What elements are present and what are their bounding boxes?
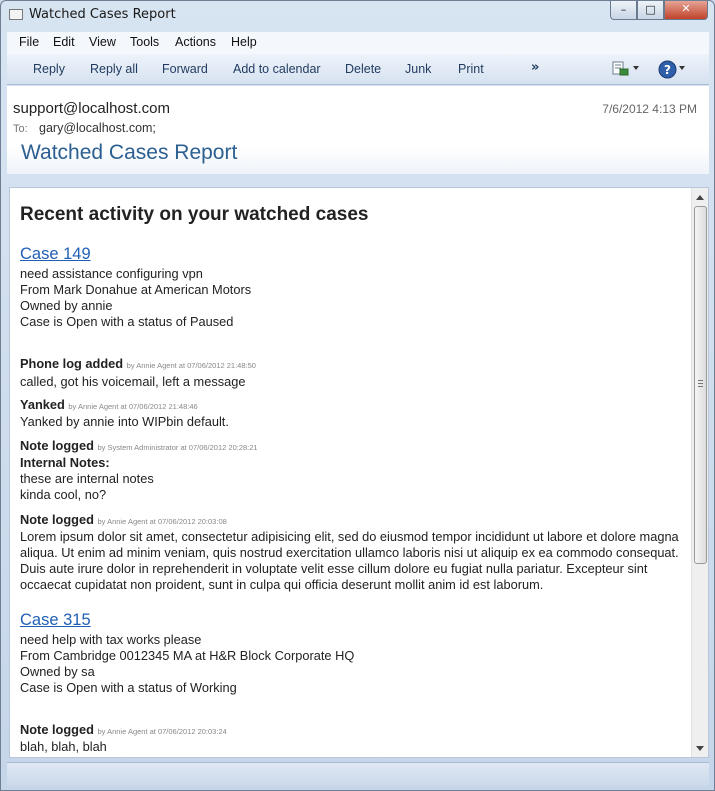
to-label: To:: [13, 123, 28, 135]
entry-text: these are internal notes: [20, 471, 154, 486]
title-bar[interactable]: [1, 1, 714, 31]
toolbar: [7, 54, 709, 85]
maximize-icon: □: [645, 3, 656, 16]
entry-title-text: Note logged: [20, 512, 94, 527]
sent-date: 7/6/2012 4:13 PM: [602, 102, 697, 116]
entry-title: [20, 722, 227, 737]
case-contact: From Mark Donahue at American Motors: [20, 282, 252, 297]
menu-edit[interactable]: Edit: [53, 35, 75, 49]
case-link[interactable]: Case 315: [20, 611, 91, 629]
case-contact: From Cambridge 0012345 MA at H&R Block Corporate HQ: [20, 648, 355, 663]
minimize-button[interactable]: [610, 1, 637, 20]
print-button[interactable]: Print: [458, 62, 484, 76]
entry-title: [20, 356, 256, 371]
entry-meta: by Annie Agent at 07/06/2012 20:03:24: [97, 727, 227, 736]
case-status: Case is Open with a status of Paused: [20, 314, 234, 329]
entry-title-text: Note logged: [20, 722, 94, 737]
case-status: Case is Open with a status of Working: [20, 680, 237, 695]
entry-title: [20, 397, 198, 412]
message-body[interactable]: [9, 187, 709, 758]
entry-subtitle: Internal Notes:: [20, 455, 110, 470]
window-title: Watched Cases Report: [29, 7, 176, 22]
forward-button[interactable]: Forward: [162, 62, 208, 76]
sender-address: support@localhost.com: [13, 100, 170, 117]
reply-all-button[interactable]: Reply all: [90, 62, 138, 76]
scrollbar-thumb[interactable]: [694, 206, 707, 564]
entry-title: [20, 512, 227, 527]
add-to-calendar-button[interactable]: Add to calendar: [233, 62, 321, 76]
entry-paragraph: Lorem ipsum dolor sit amet, consectetur adipisicing elit, sed do eiusmod tempor incididunt ut labore et dolore magna aliqua. Ut enim ad minim veniam, quis nostrud exercitation ullamco laboris nisi ut aliquip ex ea commodo consequat. Duis aute irure dolor in reprehenderit in voluptate velit esse cillum dolore eu fugiat nulla pariatur. Excepteur sint occaecat cupidatat non proident, sunt in culpa qui officia deserunt mollit anim id est laborum.: [20, 529, 679, 592]
entry-text: blah, blah, blah: [20, 739, 107, 754]
menu-tools[interactable]: Tools: [130, 35, 160, 49]
entry-meta: by Annie Agent at 07/06/2012 21:48:50: [126, 361, 256, 370]
print-options-icon[interactable]: [611, 61, 629, 81]
more-commands-button[interactable]: »: [531, 60, 540, 75]
minimize-icon: –: [620, 3, 627, 16]
chevron-down-icon[interactable]: [633, 66, 639, 70]
delete-button[interactable]: Delete: [345, 62, 382, 76]
window-controls: [610, 1, 708, 20]
grip-icon: [698, 380, 703, 387]
entry-text: kinda cool, no?: [20, 487, 107, 502]
recipient-address[interactable]: gary@localhost.com;: [39, 121, 156, 135]
case-owner: Owned by annie: [20, 298, 113, 313]
entry-title-text: Yanked: [20, 397, 65, 412]
mail-icon: [9, 9, 23, 20]
scroll-up-icon[interactable]: [696, 195, 704, 200]
entry-text: called, got his voicemail, left a message: [20, 374, 246, 389]
case-link[interactable]: Case 149: [20, 245, 91, 263]
scroll-down-icon[interactable]: [696, 746, 704, 751]
message-header: [7, 86, 709, 174]
menu-file[interactable]: File: [19, 35, 40, 49]
close-icon: ✕: [681, 2, 691, 15]
reply-button[interactable]: Reply: [33, 62, 65, 76]
junk-button[interactable]: Junk: [405, 62, 432, 76]
case-owner: Owned by sa: [20, 664, 95, 679]
entry-title-text: Phone log added: [20, 356, 124, 371]
help-icon[interactable]: [658, 60, 677, 83]
menu-help[interactable]: Help: [231, 35, 257, 49]
menu-bar: [7, 32, 709, 54]
entry-meta: by Annie Agent at 07/06/2012 21:48:46: [68, 402, 198, 411]
close-button[interactable]: [664, 1, 708, 20]
case-summary: need assistance configuring vpn: [20, 266, 203, 281]
entry-meta: by System Administrator at 07/06/2012 20:28:21: [97, 443, 258, 452]
menu-view[interactable]: View: [89, 35, 116, 49]
menu-actions[interactable]: Actions: [175, 35, 216, 49]
report-heading: Recent activity on your watched cases: [20, 204, 369, 225]
status-bar: [7, 762, 709, 786]
chevron-down-icon[interactable]: [679, 66, 685, 70]
entry-title-text: Note logged: [20, 438, 94, 453]
case-summary: need help with tax works please: [20, 632, 202, 647]
entry-meta: by Annie Agent at 07/06/2012 20:03:08: [97, 517, 227, 526]
entry-text: Yanked by annie into WIPbin default.: [20, 414, 229, 429]
vertical-scrollbar[interactable]: [691, 188, 708, 757]
maximize-button[interactable]: [637, 1, 664, 20]
message-subject: Watched Cases Report: [21, 141, 238, 164]
svg-text:?: ?: [664, 63, 671, 77]
entry-title: [20, 438, 258, 453]
